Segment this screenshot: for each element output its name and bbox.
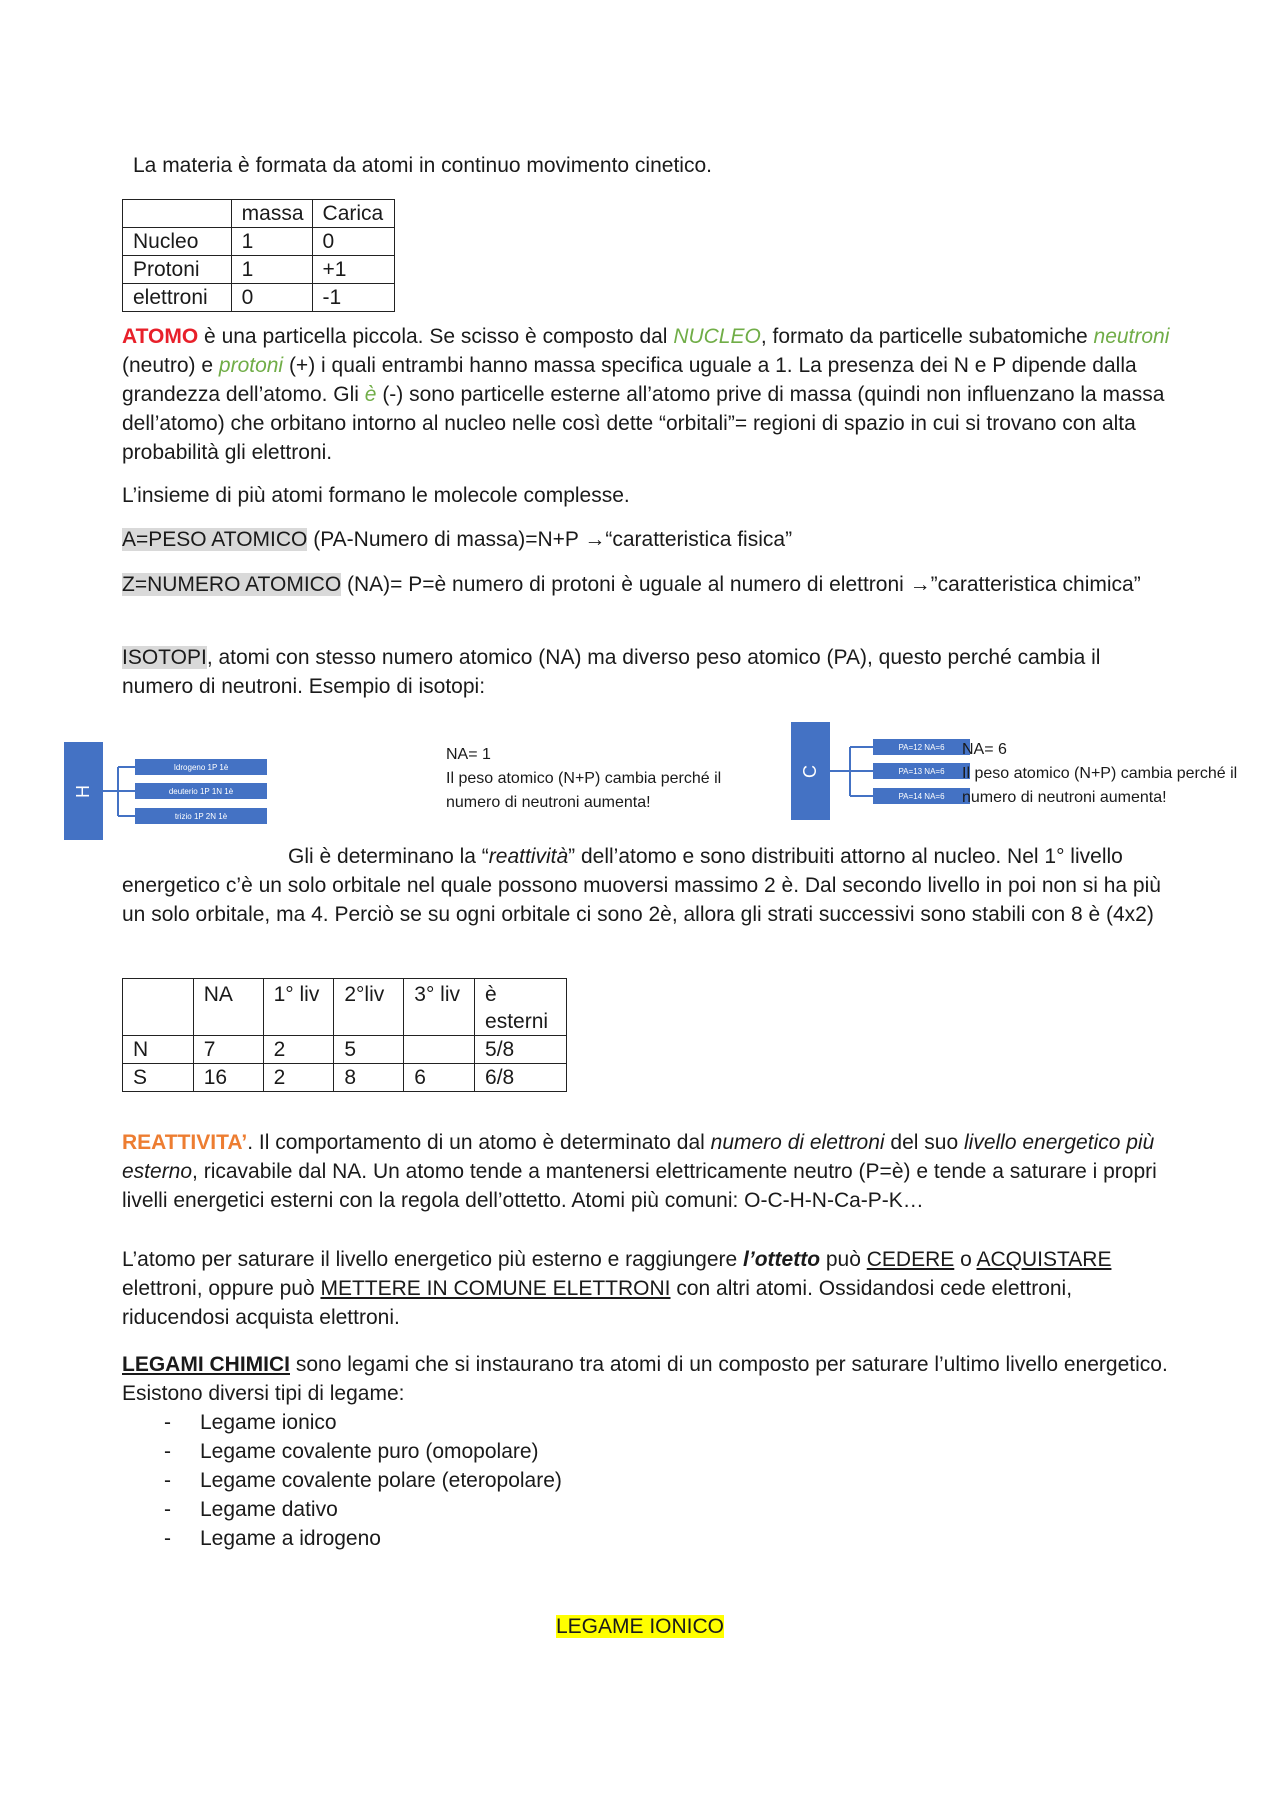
text-run: può [820, 1248, 867, 1271]
text-run: , atomi con stesso numero atomico (NA) ma diverso peso atomico (PA), questo perché cambia il numero di neutroni. Esempio di isotopi: [122, 646, 1101, 698]
table-cell: è esterni [475, 979, 567, 1036]
atomo-term: ATOMO [122, 325, 199, 348]
molecole-paragraph: L’insieme di più atomi formano le molecole complesse. [122, 484, 630, 507]
mettere-in-comune-term: METTERE IN COMUNE ELETTRONI [320, 1277, 671, 1300]
table-cell: 2 [263, 1064, 334, 1092]
table-cell: 5 [334, 1036, 404, 1064]
table-cell: Nucleo [123, 228, 232, 256]
table-cell: 1 [231, 228, 312, 256]
table-cell: N [123, 1036, 194, 1064]
table-cell: 1° liv [263, 979, 334, 1036]
hydrogen-connector [103, 755, 138, 830]
table-cell: NA [193, 979, 263, 1036]
particles-table [122, 199, 395, 312]
carbon-isotope-item: PA=14 NA=6 [873, 788, 970, 804]
text-run: , ricavabile dal NA. Un atomo tende a mantenersi elettricamente neutro (P=è) e tende a saturare i propri livelli energetici esterni con la regola dell’ottetto. Atomi più comuni: O-C-H-N-Ca-P-K… [122, 1160, 1157, 1212]
text-run: (NA)= P=è numero di protoni è uguale al numero di elettroni →”caratteristica chimica” [341, 573, 1141, 596]
isotopi-term: ISOTOPI [122, 646, 207, 669]
livelli-table [122, 978, 567, 1092]
table-cell: 3° liv [404, 979, 475, 1036]
table-cell [404, 1036, 475, 1064]
hydrogen-label: H [73, 784, 93, 798]
table-cell: 0 [231, 284, 312, 312]
hydrogen-box [64, 742, 103, 840]
hydrogen-note-text: Il peso atomico (N+P) cambia perché il numero di neutroni aumenta! [446, 770, 722, 811]
hydrogen-note [446, 743, 776, 815]
reattivita-paragraph [122, 1128, 1172, 1215]
carbon-label: C [800, 764, 820, 778]
cedere-term: CEDERE [866, 1248, 955, 1271]
hydrogen-isotope-item: trizio 1P 2N 1è [135, 808, 267, 824]
text-run: (-) sono particelle esterne all’atomo prive di massa (quindi non influenzano la massa dell’atomo) che orbitano intorno al nucleo nelle così dette “orbitali”= regioni di spazio in cui si trovano con alta probabilità gli elettroni. [122, 383, 1165, 464]
atomo-paragraph [122, 322, 1172, 467]
table-cell [123, 979, 194, 1036]
isotopi-paragraph [122, 643, 1172, 701]
table-cell: Protoni [123, 256, 232, 284]
text-run: L’atomo per saturare il livello energetico più esterno e raggiungere [122, 1248, 744, 1271]
text-run: ” dell’atomo e sono distribuiti attorno al nucleo. Nel 1° livello energetico c’è un solo orbitale nel quale possono muoversi massimo 2 è. Dal secondo livello in poi non si ha più un solo orbitale, ma 4. Perciò se su ogni orbitale ci sono 2è, allora gli strati successivi sono stabili con 8 è (4x2) [122, 845, 1161, 926]
table-row [123, 256, 395, 284]
italic-run: livello energetico più esterno [122, 1131, 1155, 1183]
nucleo-term: NUCLEO [673, 325, 761, 348]
table-row [123, 1064, 567, 1092]
text-run: elettroni, oppure può [122, 1277, 321, 1300]
table-cell: 7 [193, 1036, 263, 1064]
hydrogen-na: NA= 1 [446, 746, 491, 763]
list-item: - Legame covalente puro (omopolare) [160, 1437, 562, 1466]
carbon-connector [830, 737, 876, 812]
text-run: con altri atomi. Ossidandosi cede elettroni, riducendosi acquista elettroni. [122, 1277, 1073, 1329]
carbon-isotope-item: PA=12 NA=6 [873, 739, 970, 755]
elettroni-term: è [364, 383, 377, 406]
legami-term: LEGAMI CHIMICI [122, 1353, 290, 1376]
peso-atomico-term: A=PESO ATOMICO [122, 528, 308, 551]
text-run: del suo [884, 1131, 964, 1154]
carbon-note-text: Il peso atomico (N+P) cambia perché il numero di neutroni aumenta! [962, 765, 1238, 806]
table-cell: 1 [231, 256, 312, 284]
table-row [123, 1036, 567, 1064]
legame-ionico-heading: LEGAME IONICO [555, 1615, 725, 1638]
carbon-note [962, 738, 1272, 810]
table-cell: +1 [312, 256, 394, 284]
table-header-row [123, 979, 567, 1036]
table-row [123, 284, 395, 312]
text-run: . Il comportamento di un atomo è determinato dal [247, 1131, 711, 1154]
hydrogen-isotope-item: deuterio 1P 1N 1è [135, 783, 267, 799]
text-run: (neutro) e [122, 354, 219, 377]
carbon-isotope-item: PA=13 NA=6 [873, 763, 970, 779]
list-item: - Legame dativo [160, 1495, 562, 1524]
list-item: - Legame a idrogeno [160, 1524, 562, 1553]
table-cell: 0 [312, 228, 394, 256]
reattivita-term: REATTIVITA’ [122, 1131, 248, 1154]
carbon-box [791, 722, 830, 820]
table-cell: massa [231, 200, 312, 228]
ottetto-paragraph [122, 1245, 1172, 1332]
elettroni-paragraph [122, 842, 1172, 929]
acquistare-term: ACQUISTARE [976, 1248, 1112, 1271]
ottetto-term: l’ottetto [743, 1248, 821, 1271]
table-cell: 16 [193, 1064, 263, 1092]
legame-ionico-heading-wrap [0, 1612, 1280, 1641]
list-item: - Legame covalente polare (eteropolare) [160, 1466, 562, 1495]
table-cell: Carica [312, 200, 394, 228]
table-cell: 2°liv [334, 979, 404, 1036]
hydrogen-isotope-item: Idrogeno 1P 1è [135, 759, 267, 775]
table-cell: 2 [263, 1036, 334, 1064]
italic-run: numero di elettroni [710, 1131, 885, 1154]
neutroni-term: neutroni [1093, 325, 1170, 348]
numero-atomico-paragraph [122, 570, 1172, 599]
text-run: (+) i quali entrambi hanno massa specifica uguale a 1. La presenza dei N e P dipende dalla grandezza dell’atomo. Gli [122, 354, 1137, 406]
table-cell: elettroni [123, 284, 232, 312]
table-cell: S [123, 1064, 194, 1092]
legami-list [160, 1408, 562, 1553]
text-run: sono legami che si instaurano tra atomi di un composto per saturare l’ultimo livello energetico. Esistono diversi tipi di legame: [122, 1353, 1168, 1405]
table-cell: 6/8 [475, 1064, 567, 1092]
text-run: è una particella piccola. Se scisso è composto dal [198, 325, 674, 348]
table-header-row [123, 200, 395, 228]
reattivita-word: reattività [488, 845, 569, 868]
table-cell: 5/8 [475, 1036, 567, 1064]
table-cell: -1 [312, 284, 394, 312]
table-row [123, 228, 395, 256]
protoni-term: protoni [218, 354, 284, 377]
table-cell: 8 [334, 1064, 404, 1092]
table-cell [123, 200, 232, 228]
text-run: , formato da particelle subatomiche [760, 325, 1094, 348]
peso-atomico-paragraph [122, 525, 1172, 554]
legami-paragraph [122, 1350, 1172, 1408]
text-run: Gli è determinano la “ [288, 845, 489, 868]
numero-atomico-term: Z=NUMERO ATOMICO [122, 573, 342, 596]
list-item: - Legame ionico [160, 1408, 562, 1437]
table-cell: 6 [404, 1064, 475, 1092]
text-run: (PA-Numero di massa)=N+P →“caratteristica fisica” [307, 528, 793, 551]
text-run: o [954, 1248, 977, 1271]
carbon-na: NA= 6 [962, 741, 1007, 758]
intro-text: La materia è formata da atomi in continuo movimento cinetico. [133, 154, 712, 177]
